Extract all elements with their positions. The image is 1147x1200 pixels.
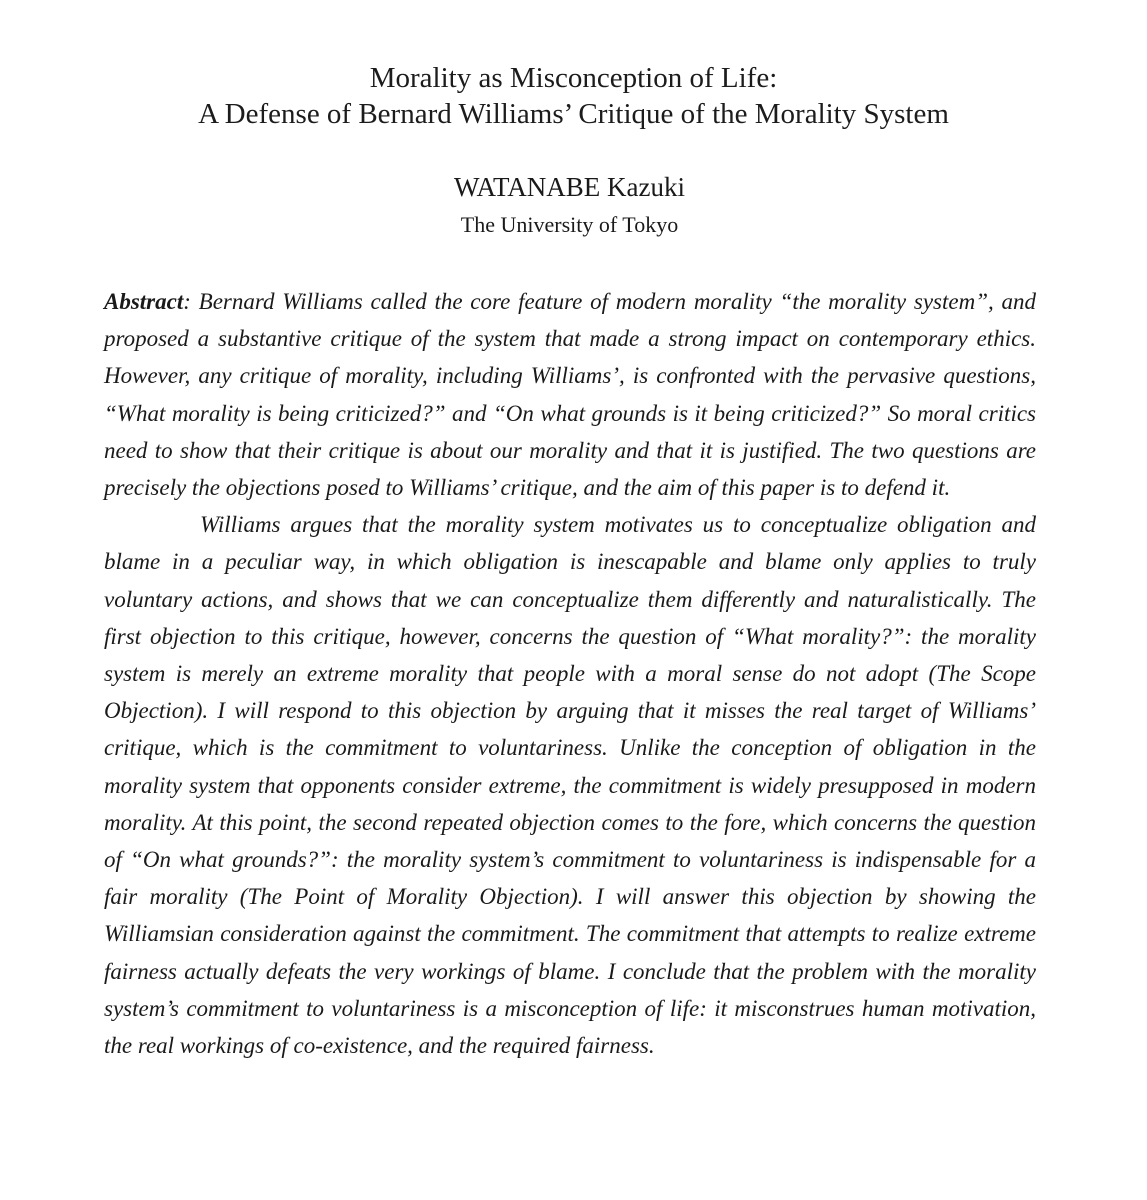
paper-title [0, 60, 1147, 132]
abstract-label: Abstract [104, 289, 184, 314]
abstract-paragraph-1-text: : Bernard Williams called the core feature of modern morality “the morality system”, and proposed a substantive critique of the system that made a strong impact on contemporary ethics. However, any critique of morality, including Williams’, is confronted with the pervasive questions, “What morality is being criticized?” and “On what grounds is it being criticized?” So moral critics need to show that their critique is about our morality and that it is justified. The two questions are precisely the objections posed to Williams’ critique, and the aim of this paper is to defend it. [104, 289, 1036, 501]
author-affiliation: The University of Tokyo [460, 212, 679, 237]
abstract [104, 283, 1036, 1064]
abstract-paragraph-2: Williams argues that the morality system motivates us to conceptualize obligation and blame in a peculiar way, in which obligation is inescapable and blame only applies to truly voluntary actions, and shows that we can conceptualize them differently and naturalistically. The first objection to this critique, however, concerns the question of “What morality?”: the morality system is merely an extreme morality that people with a moral sense do not adopt (The Scope Objection). I will respond to this objection by arguing that it misses the real target of Williams’ critique, which is the commitment to voluntariness. Unlike the conception of obligation in the morality system that opponents consider extreme, the commitment is widely presupposed in modern morality. At this point, the second repeated objection comes to the fore, which concerns the question of “On what grounds?”: the morality system’s commitment to voluntariness is indispensable for a fair morality (The Point of Morality Objection). I will answer this objection by showing the Williamsian consideration against the commitment. The commitment that attempts to realize extreme fairness actually defeats the very workings of blame. I conclude that the problem with the morality system’s commitment to voluntariness is a misconception of life: it misconstrues human motivation, the real workings of co-existence, and the required fairness. [104, 512, 1036, 1059]
abstract-paragraph-1 [104, 283, 1036, 506]
author-name: WATANABE Kazuki [453, 172, 686, 202]
title-line-2: A Defense of Bernard Williams’ Critique of the Morality System [198, 98, 949, 130]
title-line-1: Morality as Misconception of Life: [369, 62, 778, 94]
